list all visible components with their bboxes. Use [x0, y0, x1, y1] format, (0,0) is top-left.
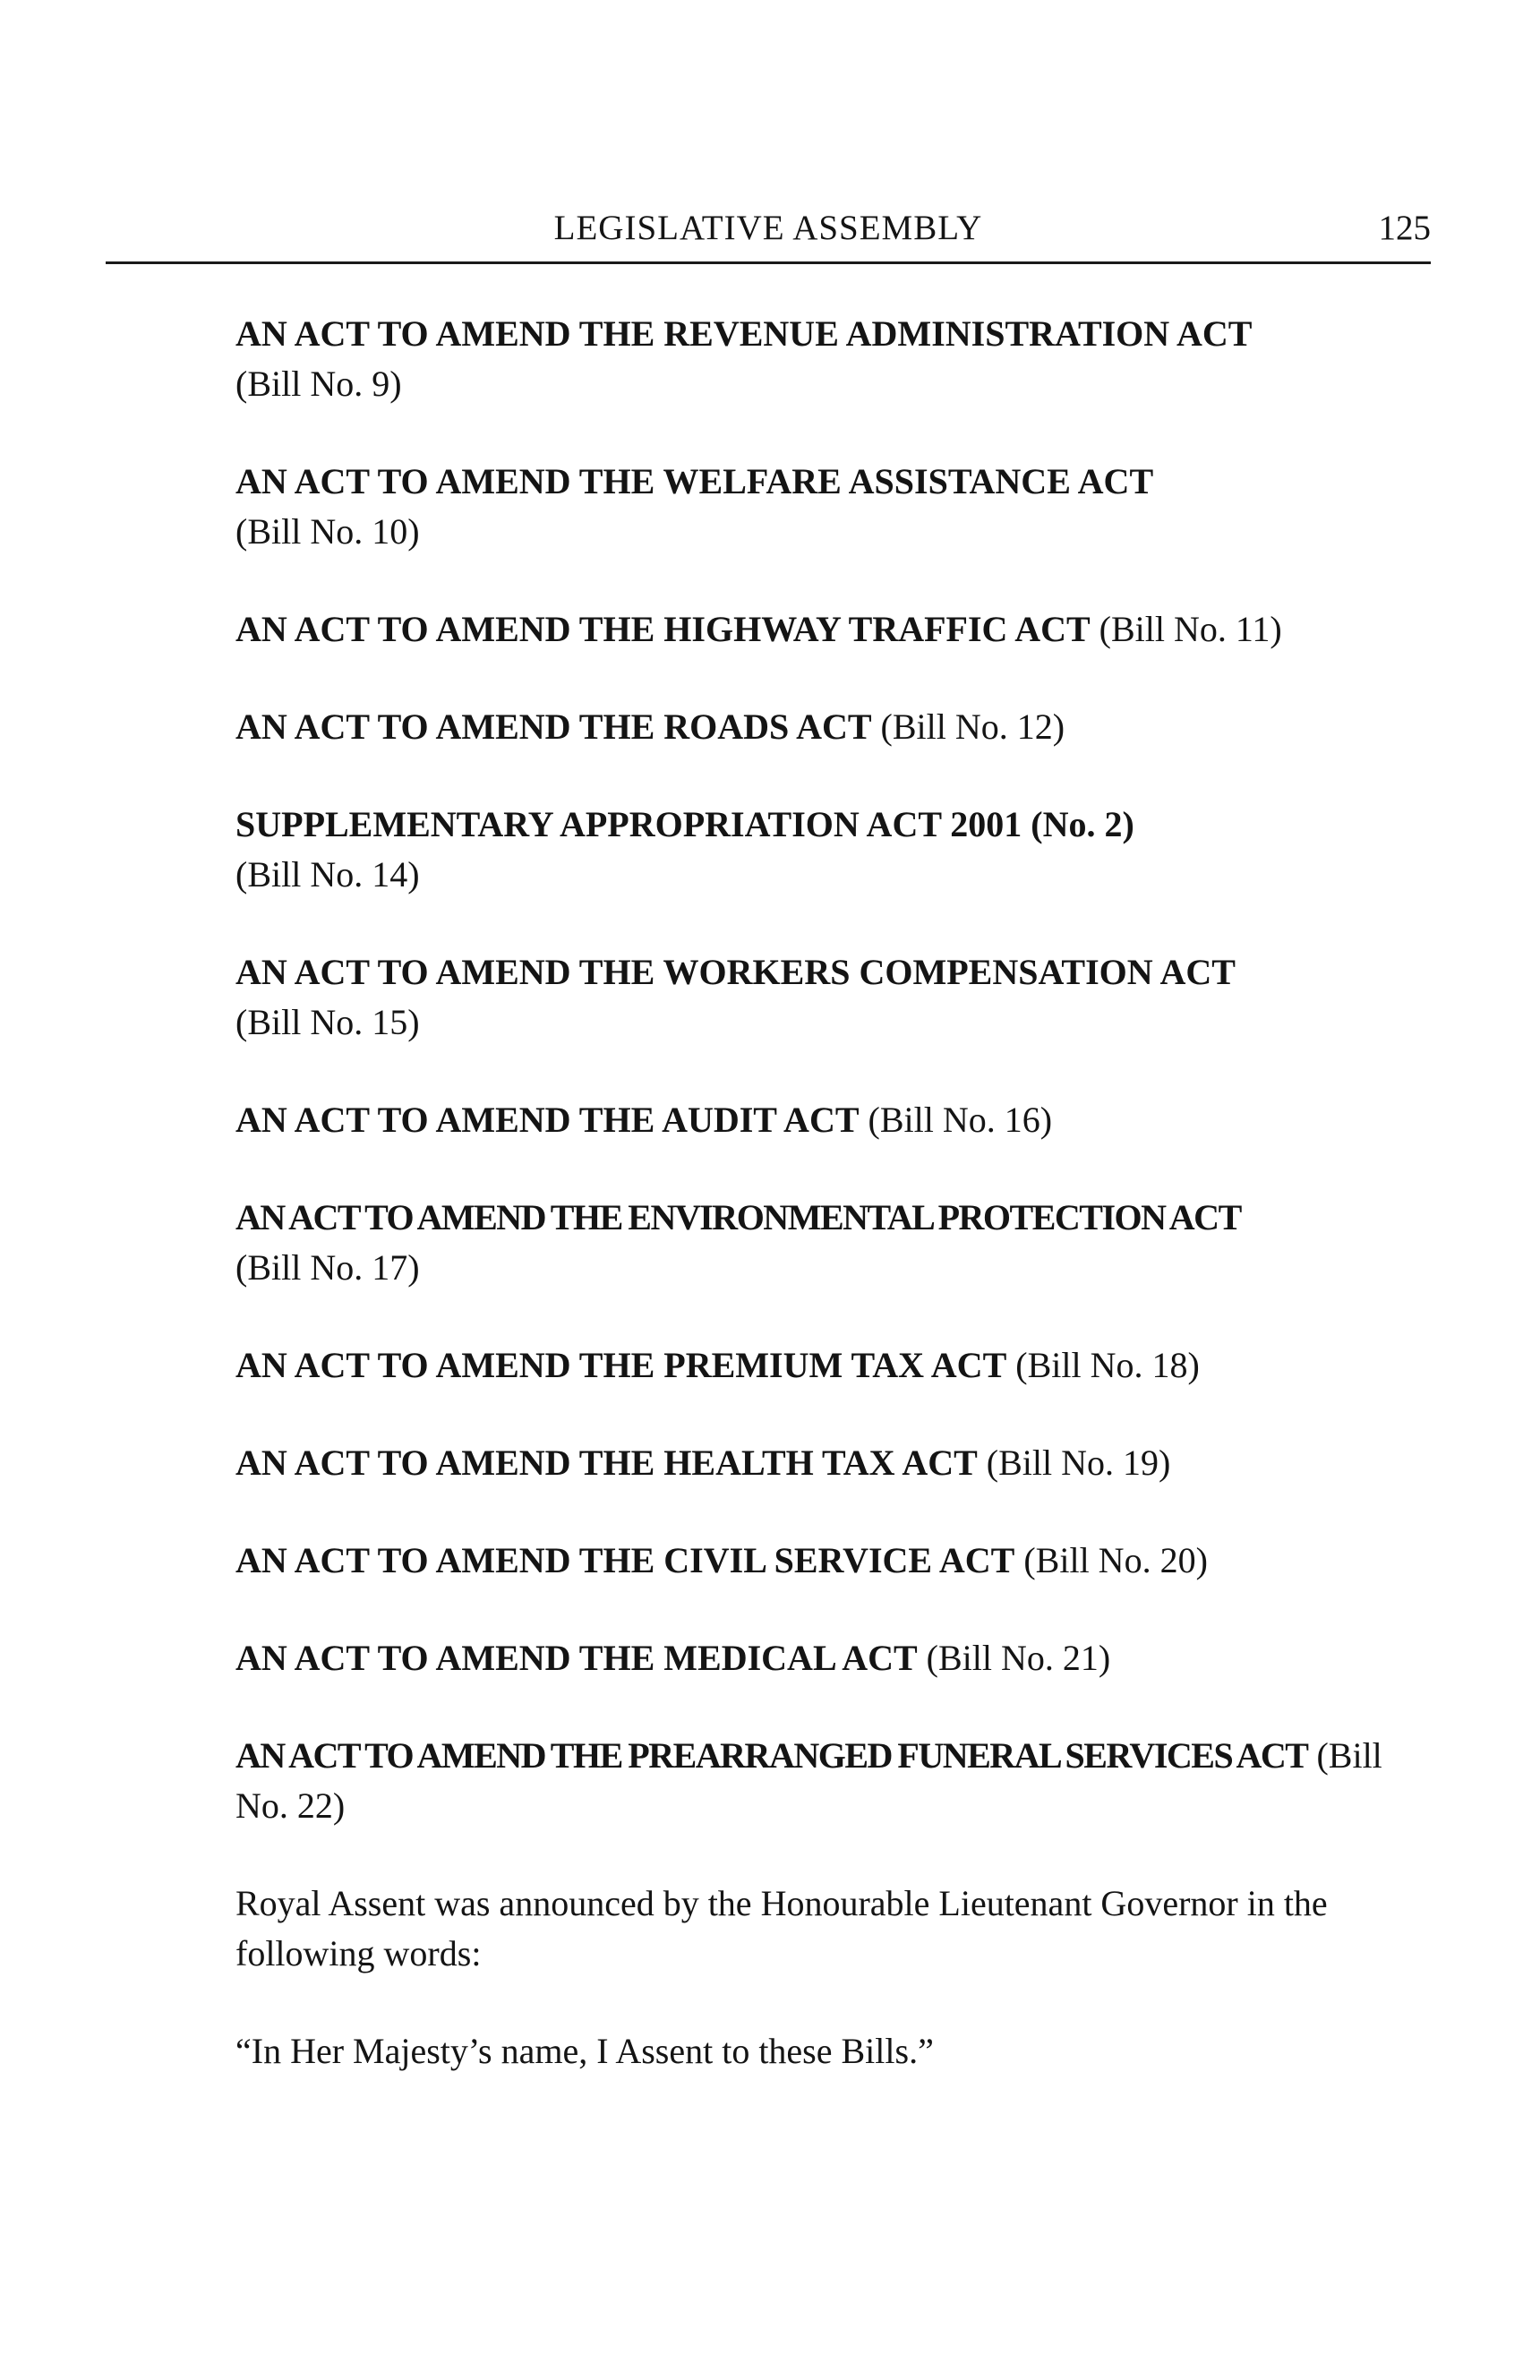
running-head-title: LEGISLATIVE ASSEMBLY: [553, 209, 983, 247]
bill-title: AN ACT TO AMEND THE ROADS ACT: [235, 706, 872, 747]
bill-title: AN ACT TO AMEND THE WORKERS COMPENSATION ACT: [235, 952, 1236, 992]
bill-number: (Bill No. 11): [1099, 609, 1282, 649]
bill-title: AN ACT TO AMEND THE HEALTH TAX ACT: [235, 1443, 978, 1483]
bill-number: (Bill No. 18): [1015, 1345, 1200, 1385]
bill-number: (Bill No. 15): [235, 1002, 420, 1042]
bill-title: AN ACT TO AMEND THE CIVIL SERVICE ACT: [235, 1540, 1015, 1580]
bill-number: (Bill No. 14): [235, 854, 420, 895]
royal-assent-quote: “In Her Majesty’s name, I Assent to these Bills.”: [235, 2031, 934, 2071]
bill-entry: [235, 1438, 1435, 1488]
bill-number: (Bill No. 20): [1023, 1540, 1208, 1580]
bill-entry: [235, 1633, 1435, 1683]
bill-number: (Bill No. 9): [235, 364, 402, 404]
bill-title: AN ACT TO AMEND THE MEDICAL ACT: [235, 1638, 918, 1678]
bill-number: (Bill No. 17): [235, 1247, 420, 1288]
bill-title: AN ACT TO AMEND THE HIGHWAY TRAFFIC ACT: [235, 609, 1091, 649]
bill-entry: [235, 1536, 1435, 1586]
bill-entry: [235, 604, 1435, 655]
bill-entry: [235, 309, 1435, 409]
bill-number: (Bill No. 21): [926, 1638, 1111, 1678]
bill-number: (Bill No. 22): [235, 1735, 1382, 1826]
bill-entry: [235, 1340, 1435, 1391]
bill-title: AN ACT TO AMEND THE PREMIUM TAX ACT: [235, 1345, 1007, 1385]
bill-title: SUPPLEMENTARY APPROPRIATION ACT 2001 (No. 2): [235, 804, 1134, 844]
bill-title: AN ACT TO AMEND THE PREARRANGED FUNERAL SERVICES ACT: [235, 1735, 1308, 1776]
bill-number: (Bill No. 12): [880, 706, 1065, 747]
bill-list: [235, 309, 1435, 1831]
page-content: [235, 309, 1435, 2076]
bill-entry: [235, 457, 1435, 557]
bill-number: (Bill No. 16): [868, 1100, 1053, 1140]
royal-assent-paragraph: Royal Assent was announced by the Honourable Lieutenant Governor in the following words:: [235, 1883, 1328, 1973]
bill-title: AN ACT TO AMEND THE ENVIRONMENTAL PROTECTION ACT: [235, 1197, 1241, 1237]
bill-entry: [235, 1193, 1435, 1293]
bill-entry: [235, 1095, 1435, 1145]
bill-title: AN ACT TO AMEND THE WELFARE ASSISTANCE ACT: [235, 461, 1154, 501]
bill-entry: [235, 1731, 1435, 1831]
bill-entry: [235, 947, 1435, 1048]
bill-title: AN ACT TO AMEND THE REVENUE ADMINISTRATION ACT: [235, 313, 1253, 354]
bill-number: (Bill No. 10): [235, 511, 420, 552]
bill-title: AN ACT TO AMEND THE AUDIT ACT: [235, 1100, 860, 1140]
page-header: [106, 208, 1431, 264]
bill-entry: [235, 702, 1435, 752]
bill-number: (Bill No. 19): [986, 1443, 1171, 1483]
bill-entry: [235, 800, 1435, 900]
page-number: 125: [1378, 209, 1431, 247]
